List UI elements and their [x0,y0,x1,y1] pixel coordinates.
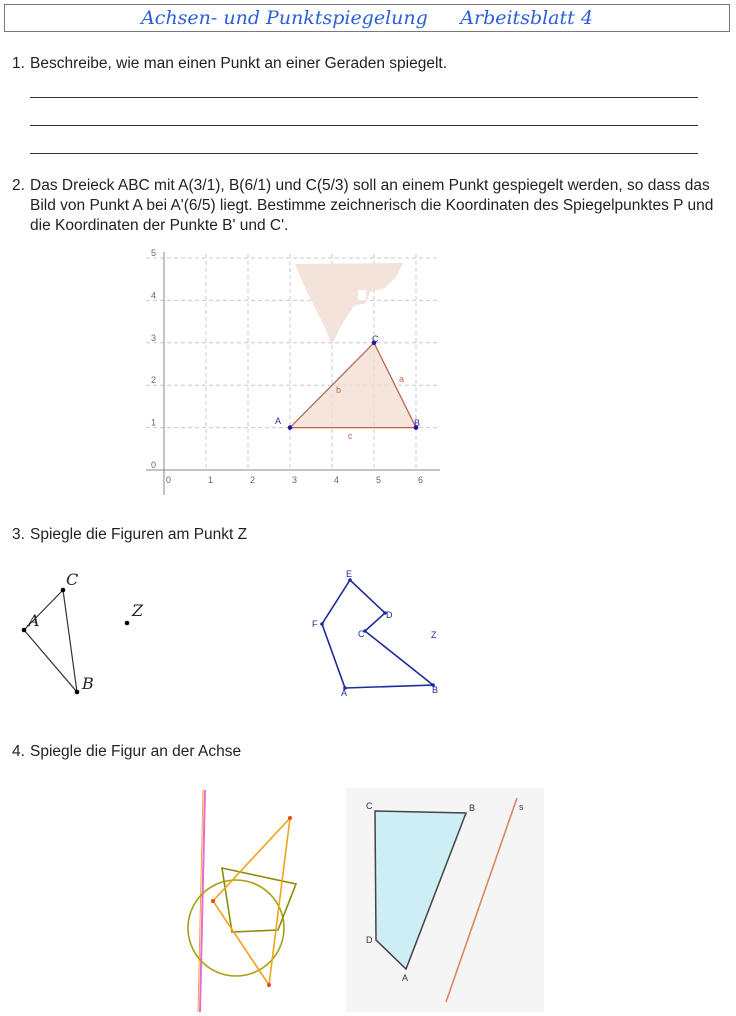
coordinate-graph [140,248,445,498]
label-c: C [66,570,79,589]
task-1-number: 1. [12,55,25,72]
label-a3: A [402,973,409,983]
task-3-text: Spiegle die Figuren am Punkt Z [30,526,248,543]
zigzag-shape [213,818,290,985]
label-c2: C [358,629,365,639]
y-tick-label: 2 [151,375,157,386]
label-b3: B [469,803,476,813]
worksheet-sheet-number: Arbeitsblatt 4 [460,7,593,29]
task-2 [12,176,727,236]
label-z2: Z [431,630,437,640]
x-tick-label: 6 [418,475,424,485]
point-z [125,621,130,626]
label-e: E [346,569,353,579]
triangle-acb [24,590,77,692]
label-s: s [519,802,524,812]
worksheet-header [4,4,730,32]
task-1 [12,54,447,74]
side-label-b: b [336,385,342,395]
zigzag-point-3 [267,983,271,987]
point-a [22,628,27,633]
vertex-point-a [288,425,293,430]
task4-figure-2 [346,788,544,1012]
answer-line-3[interactable] [30,153,698,154]
y-tick-label: 5 [151,248,157,258]
label-d: D [386,610,393,620]
label-c3: C [366,801,373,811]
task-1-text: Beschreibe, wie man einen Punkt an einer Geraden spiegelt. [30,55,448,72]
x-tick-label: 0 [166,475,172,485]
vertex-label-b: B [414,418,421,428]
answer-line-2[interactable] [30,125,698,126]
vertex-label-a: A [275,416,282,426]
worksheet-title: Achsen- und Punktspiegelung [141,7,428,29]
x-tick-label: 2 [250,475,256,485]
x-tick-label: 1 [208,475,214,485]
point-c [61,588,66,593]
task-4 [12,742,241,762]
label-d3: D [366,935,373,945]
y-tick-label: 1 [151,417,157,428]
faint-shape-notch [358,290,366,300]
answer-line-1[interactable] [30,97,698,98]
label-a: A [28,611,40,630]
x-tick-label: 4 [334,475,340,485]
task-2-text: Das Dreieck ABC mit A(3/1), B(6/1) und C(5/3) soll an einem Punkt gespiegelt werden, so dass das Bild von Punkt A bei A'(6/5) liegt. Bestimme zeichnerisch die Koordinaten des Spiegelpunktes P und die Koordinaten der Punkte B' und C'. [30,177,714,234]
label-f: F [312,619,318,629]
vertex-label-c: C [372,334,379,344]
x-tick-label: 5 [376,475,382,485]
zigzag-point-1 [288,816,292,820]
zigzag-point-2 [211,899,215,903]
label-b2: B [432,685,439,695]
y-tick-label: 0 [151,460,157,470]
point-b [75,690,80,695]
quadrilateral-shape [222,868,296,932]
task-4-number: 4. [12,743,25,760]
x-tick-label: 3 [292,475,298,485]
y-tick-label: 3 [151,332,157,343]
label-a2: A [341,688,348,698]
label-b: B [82,674,94,693]
side-label-c: c [348,431,353,441]
task-3 [12,525,247,545]
graph-background [140,248,445,498]
task-4-text: Spiegle die Figur an der Achse [30,743,242,760]
task4-figure-1 [180,786,310,1016]
task3-figure-1 [10,568,160,703]
label-z: Z [132,601,144,620]
hexagon-abcdef [322,580,433,688]
task3-figure-2 [305,565,455,705]
task-2-number: 2. [12,177,25,194]
task-3-number: 3. [12,526,25,543]
y-tick-label: 4 [151,290,157,301]
side-label-a: a [399,374,405,384]
